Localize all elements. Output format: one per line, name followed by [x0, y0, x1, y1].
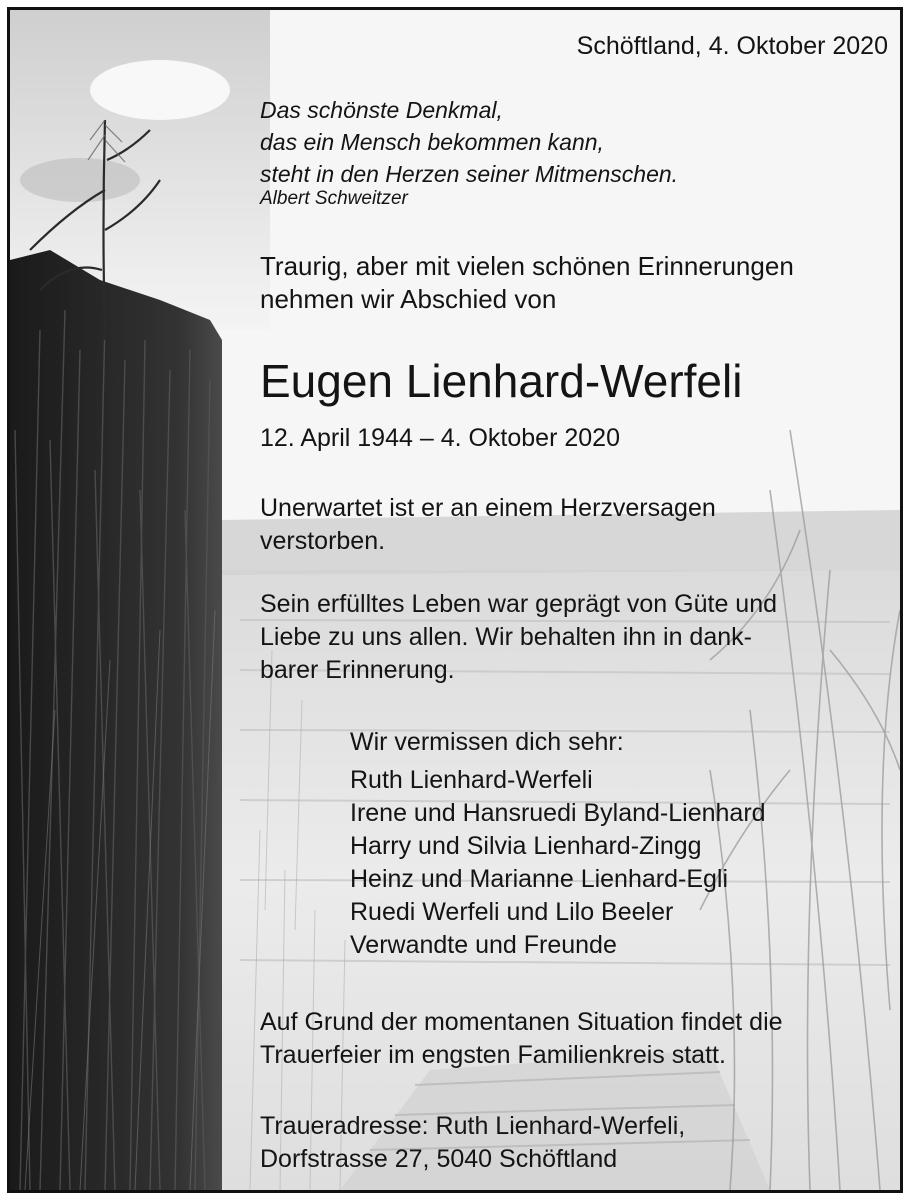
quote-author: Albert Schweitzer — [260, 188, 408, 209]
mourner-name: Irene und Hansruedi Byland-Lienhard — [350, 799, 766, 827]
life-dates: 12. April 1944 – 4. Oktober 2020 — [260, 424, 620, 452]
life-paragraph — [260, 588, 777, 687]
mourning-address — [260, 1110, 685, 1176]
place-date: Schöftland, 4. Oktober 2020 — [576, 32, 888, 60]
intro-line: nehmen wir Abschied von — [260, 284, 557, 314]
paragraph-line: Liebe zu uns allen. Wir behalten ihn in dank- — [260, 623, 752, 651]
death-paragraph — [260, 492, 716, 558]
paragraph-line: verstorben. — [260, 527, 386, 555]
obituary-text-layer — [10, 10, 900, 1190]
mourner-name: Harry und Silvia Lienhard-Zingg — [350, 832, 702, 860]
paragraph-line: Unerwartet ist er an einem Herzversagen — [260, 494, 716, 522]
funeral-line: Auf Grund der momentanen Situation findet die — [260, 1008, 783, 1036]
deceased-name: Eugen Lienhard-Werfeli — [260, 355, 743, 407]
intro-text — [260, 250, 794, 316]
mourner-name: Ruedi Werfeli und Lilo Beeler — [350, 898, 674, 926]
address-line: Dorfstrasse 27, 5040 Schöftland — [260, 1145, 618, 1173]
funeral-line: Trauerfeier im engsten Familienkreis statt. — [260, 1041, 726, 1069]
quote-line: das ein Mensch bekommen kann, — [260, 129, 604, 155]
quote-line: Das schönste Denkmal, — [260, 97, 503, 123]
mourner-name: Ruth Lienhard-Werfeli — [350, 766, 593, 794]
quote — [260, 94, 678, 190]
paragraph-line: Sein erfülltes Leben war geprägt von Güte und — [260, 590, 778, 618]
intro-line: Traurig, aber mit vielen schönen Erinnerungen — [260, 251, 794, 281]
mourner-name: Verwandte und Freunde — [350, 931, 617, 959]
quote-line: steht in den Herzen seiner Mitmenschen. — [260, 161, 679, 187]
obituary-card — [7, 7, 903, 1193]
funeral-notice — [260, 1006, 783, 1072]
mourners-heading: Wir vermissen dich sehr: — [350, 728, 624, 756]
address-line: Traueradresse: Ruth Lienhard-Werfeli, — [260, 1112, 686, 1140]
mourners-list — [350, 764, 766, 962]
mourner-name: Heinz und Marianne Lienhard-Egli — [350, 865, 729, 893]
paragraph-line: barer Erinnerung. — [260, 656, 455, 684]
